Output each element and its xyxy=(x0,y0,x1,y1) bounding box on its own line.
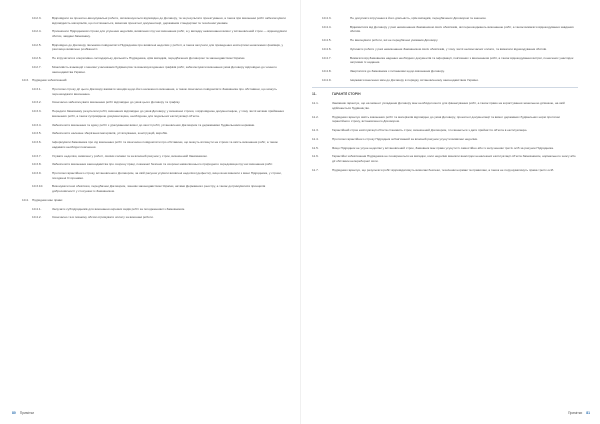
clause xyxy=(312,128,578,133)
clause-text: Забезпечити виконання та здачу робіт з урахуванням вимог до якості робіт, установлених Договором та державними будівельними нормами. xyxy=(52,122,256,127)
clause-number: 10.3. xyxy=(22,78,29,83)
clause xyxy=(22,198,288,203)
clause-number: 10.2.3. xyxy=(32,16,42,20)
clause-number: 10.3.10. xyxy=(32,184,44,189)
clause xyxy=(22,16,288,25)
clause-number: 10.4.2. xyxy=(32,215,42,220)
footer-label: Примітки xyxy=(567,411,583,415)
clause-number: 10.2.7. xyxy=(32,64,42,69)
clause-number: 10.4.3. xyxy=(322,16,332,20)
clause xyxy=(312,146,578,151)
clause-number: 10.2.6. xyxy=(32,56,42,61)
clause-number: 10.3.8. xyxy=(32,162,42,167)
right-page xyxy=(300,0,600,424)
clause-text: Не допускати втручання в його діяльність, крім випадків, передбачених Договором та законом. xyxy=(350,16,487,20)
clause-number: 10.4. xyxy=(22,197,29,202)
clause-text: Протягом строку дії цього Договору вживати заходів щодо його належного виконання, а також своєчасно повідомляти Замовника про обставини, що можуть перешкоджати виконанню. xyxy=(52,87,277,96)
clause-text: Відповідно до Договору письмово повідомляти Підрядника про виявлені недоліки у роботі, а також залучати для проведення експертизи незалежних фахівців, у разі якщо виявлено розбіжності. xyxy=(52,42,284,52)
clause-number: 11. xyxy=(312,91,317,96)
clause-number: 11.5. xyxy=(312,145,319,150)
clause xyxy=(312,25,578,34)
clause-number: 11.4. xyxy=(312,136,319,141)
left-footer xyxy=(12,411,34,415)
page-number: 80 xyxy=(12,411,16,415)
clause xyxy=(312,16,578,21)
left-column xyxy=(22,16,288,224)
clause-number: 10.4.7. xyxy=(322,55,332,60)
clause-number: 10.3.4. xyxy=(32,122,42,127)
page-number: 81 xyxy=(586,411,590,415)
clause-number: 10.3.1. xyxy=(32,87,42,92)
clause-text: Гарантійний строк експлуатації об'єкта становить строк, визначений Договором, і починається з дати прийняття об'єкта в експлуатацію. xyxy=(332,128,528,132)
clause-text: Забезпечити належне зберігання матеріалів, устаткування, конструкцій, виробів. xyxy=(52,131,168,136)
clause-text: Гарантійні зобов'язання Підрядника не поширюються на випадки, коли недоліки виникли внаслідок неналежної експлуатації об'єкта Замовником, нормального зносу або дії обставин непереборної сили. xyxy=(332,154,576,163)
clause xyxy=(22,100,288,105)
clause-number: 10.3.5. xyxy=(32,131,42,136)
clause-text: Залучати субпідрядників для виконання окремих видів робіт за погодженням із Замовником. xyxy=(52,206,186,211)
clause-number: 10.3.9. xyxy=(32,171,42,176)
clause-number: 10.4.1. xyxy=(32,206,42,211)
clause-text: Виконувати інші обов'язки, передбачені Договором, чинним законодавством України, актами Державного реєстру, а також дотримуватися принципів добросовісності у стосунках із Замовником. xyxy=(52,184,266,194)
clause-text: Відповідати за проектно-вишукувальні роботи, які виконуються відповідно до Договору, та за результати проектування, а також при виконанні робіт забезпечувати відповідність матеріалів, що постачаються, вимогам проектної документації, державним стандартам та технічним умовам. xyxy=(52,16,286,25)
clause-number: 10.4.6. xyxy=(322,46,332,51)
clause-number: 10.3.6. xyxy=(32,140,42,145)
clause xyxy=(22,65,288,74)
clause-number: 10.3.2. xyxy=(32,100,42,105)
clause xyxy=(312,137,578,142)
clause xyxy=(312,154,578,163)
clause-text: Своєчасно та в повному обсязі отримувати оплату за виконані роботи. xyxy=(52,215,154,220)
clause-number: 11.7. xyxy=(312,167,319,172)
clause-number: 11.2. xyxy=(312,114,319,119)
clause-text: Якщо Підрядник не усуне недоліки у встановлений строк, Замовник має право усунути їх самостійно або із залученням третіх осіб за рахунок Підрядника. xyxy=(332,145,554,150)
clause-text: Замовник гарантує, що на момент укладання Договору має необхідні кошти для фінансування робіт, а також право на користування земельною ділянкою, на якій здійснюється будівництво. xyxy=(332,101,565,110)
clause-text: ГАРАНТІЇ СТОРІН xyxy=(332,91,361,96)
clause xyxy=(22,184,288,193)
clause-text: Інформувати Замовника про хід виконання робіт та своєчасно повідомляти про обставини, що можуть вплинути на строки та якість виконання робіт, а також надавати необхідні пояснення. xyxy=(52,140,278,149)
clause-number: 10.2.4. xyxy=(32,29,42,34)
clause-text: Своєчасно забезпечувати виконання робіт відповідно до умов цього Договору та графіку. xyxy=(52,100,181,105)
clause-number: 10.4.4. xyxy=(322,24,332,29)
clause-text: Не виконувати роботи, які не передбачені умовами Договору. xyxy=(350,38,439,43)
clause-text: Протягом гарантійного строку, встановленого Договором, за свій рахунок усувати виявлені недоліки (дефекти), якщо вони виникли з вини Підрядника, у строки, погоджені Сторонами. xyxy=(52,171,282,180)
clause-number: 10.4.5. xyxy=(322,38,332,43)
clause-text: Звертатися до Замовника з питаннями щодо виконання Договору. xyxy=(350,69,445,74)
clause xyxy=(312,38,578,43)
clause-text: Протягом гарантійного строку Підрядник зобов'язаний за власний рахунок усунути виявлені недоліки. xyxy=(332,136,479,141)
clause xyxy=(312,78,578,83)
footer-label: Примітки xyxy=(19,411,35,415)
clause xyxy=(312,115,578,124)
clause-number: 11.1. xyxy=(312,101,319,106)
clause-text: Підрядник гарантує, що результати робіт відповідатимуть вимогам безпеки, технічним нормам та правилам, а також не порушуватимуть права третіх осіб. xyxy=(332,167,555,172)
clause-text: Передати Замовнику результати робіт, виконаних відповідно до умов Договору, у визначені строки, з відповідною документацією, у тому числі актами приймання виконаних робіт, а також супровідною документацією, необхідною для подальшої експлуатації об'єкта. xyxy=(52,109,284,118)
right-footer xyxy=(568,411,590,415)
clause xyxy=(22,43,288,52)
clause-number: 10.2.5. xyxy=(32,42,42,47)
clause xyxy=(312,101,578,110)
clause-number: 10.4.9. xyxy=(322,77,332,82)
clause xyxy=(312,168,578,173)
clause xyxy=(22,109,288,118)
clause-text: Вимагати від Замовника надання необхідних документів та інформації, пов'язаних з виконанням робіт, а також відшкодування витрат, понесених унаслідок затримки їх надання. xyxy=(350,55,574,65)
clause xyxy=(22,140,288,149)
clause-number: 11.3. xyxy=(312,128,319,132)
clause xyxy=(312,47,578,52)
clause-text: Підрядник має право: xyxy=(32,197,64,202)
clause xyxy=(22,78,288,83)
clause xyxy=(22,123,288,128)
section-heading xyxy=(312,87,578,97)
clause-text: Підрядник зобов'язаний: xyxy=(32,78,68,83)
clause xyxy=(22,131,288,136)
clause-text: Зупинити роботи у разі невиконання Замовником своїх обов'язків, у тому числі несвоєчасної оплати, та вимагати відшкодування збитків. xyxy=(350,46,547,51)
clause xyxy=(312,56,578,65)
clause-text: Відмовитися від Договору у разі невиконання Замовником своїх обов'язків, які перешкоджають виконанню робіт, а також вимагати відшкодування завданих збитків. xyxy=(350,24,574,34)
clause-number: 10.3.7. xyxy=(32,153,42,158)
clause xyxy=(22,154,288,159)
clause xyxy=(22,29,288,38)
clause xyxy=(22,162,288,167)
clause xyxy=(22,207,288,212)
clause xyxy=(22,87,288,96)
clause-text: Можливість взаємодії з іншими учасниками будівництва та взаємоузгодження графіків робіт, забезпечувати виконання умов Договору відповідно до чинного законодавства України. xyxy=(52,64,277,74)
clause-number: 11.6. xyxy=(312,154,319,159)
clause-text: Ініціювати внесення змін до Договору в порядку, встановленому законодавством України. xyxy=(350,77,479,82)
clause-text: Підрядник гарантує якість виконаних робіт та матеріалів відповідно до умов Договору, проектної документації та вимог державних будівельних норм протягом гарантійного строку, встановленого Договором. xyxy=(332,114,560,124)
clause-text: Призначати Підрядникові строки для усунення недоліків, виявлених під час виконання робіт, а у випадку невиконання вимог у встановлений строк — відшкодувати збитки, завдані Замовнику. xyxy=(52,29,287,38)
clause-text: Забезпечити виконання законодавства про охорону праці, пожежної безпеки та охорони навколишнього природного середовища під час виконання робіт. xyxy=(52,162,273,167)
clause xyxy=(22,215,288,220)
clause-number: 10.4.8. xyxy=(322,69,332,74)
clause xyxy=(312,69,578,74)
clause xyxy=(22,56,288,61)
clause-number: 10.3.3. xyxy=(32,109,42,114)
clause-text: Усувати недоліки, виявлені у роботі, своїми силами та за власний рахунок у строк, визначений Замовником. xyxy=(52,153,208,158)
right-column xyxy=(312,16,578,177)
clause xyxy=(22,171,288,180)
clause-text: Не втручатися в оперативно-господарську діяльність Підрядника, крім випадків, передбачених Договором та законодавством України. xyxy=(52,56,246,61)
